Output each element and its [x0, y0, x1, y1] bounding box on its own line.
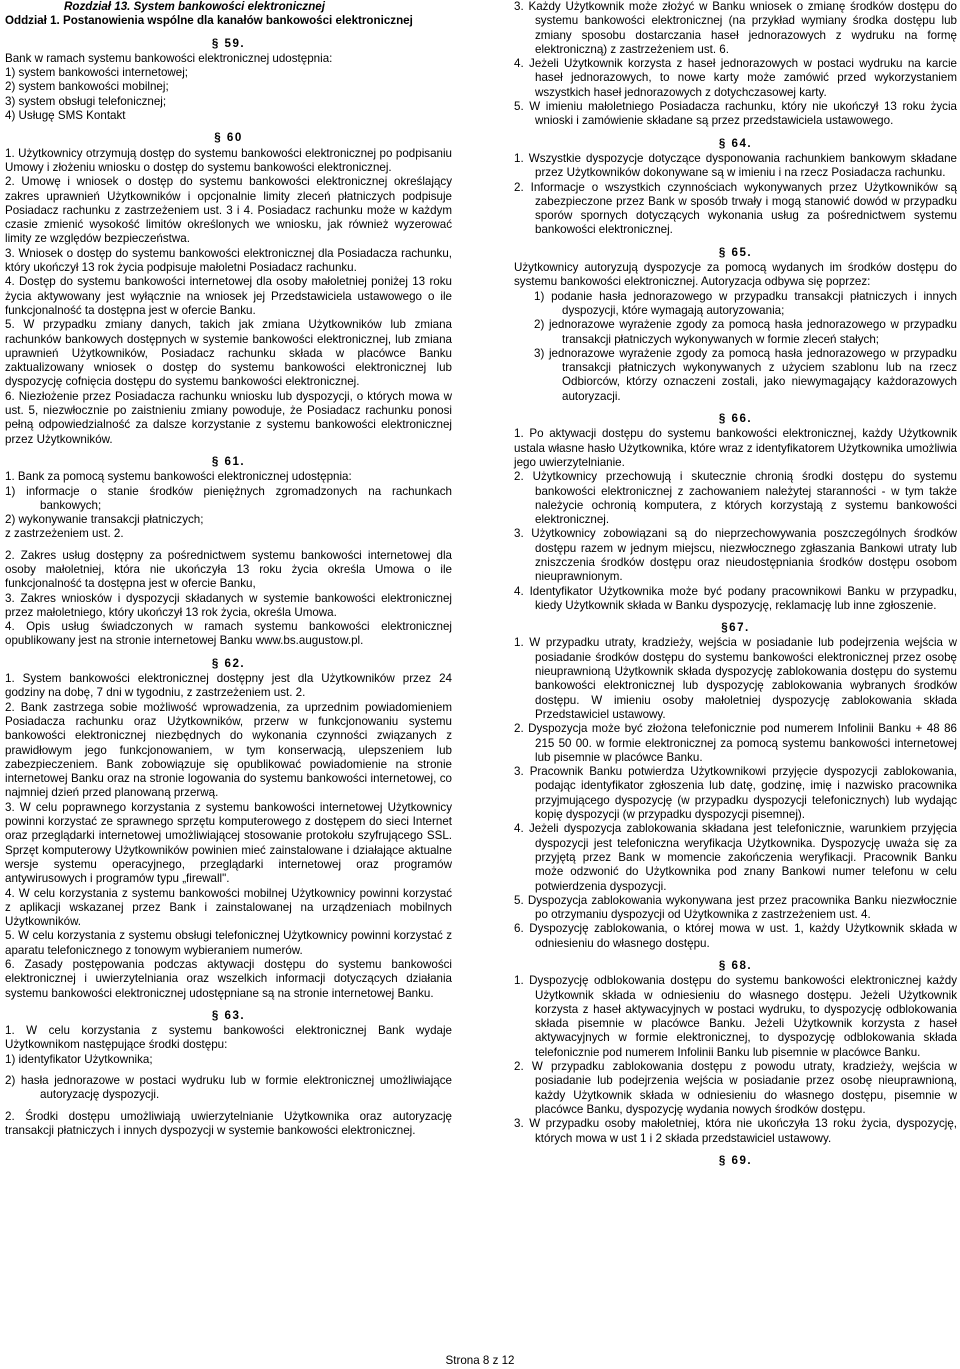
paragraph-number: § 63.: [211, 1008, 246, 1022]
clause-text: 4. Opis usług świadczonych w ramach systemu bankowości elektronicznej opublikowany jest na stronie internetowej Banku www.bs.augustow.pl.: [5, 620, 452, 648]
paragraph-number: § 62.: [211, 656, 246, 670]
clause-text: 1. Użytkownicy otrzymują dostęp do systemu bankowości elektronicznej po podpisaniu Umowy i złożeniu wniosku o dostęp do systemu bankowości elektronicznej.: [5, 146, 452, 174]
spacer: [5, 542, 452, 549]
clause-text: 3. Zakres wniosków i dyspozycji składanych w systemie bankowości elektronicznej przez małoletniego, który ukończył 13 rok życia, określa Umowa.: [5, 591, 452, 619]
list-item: 1) podanie hasła jednorazowego w przypadku transakcji płatniczych i innych dyspozycji, które wymagają autoryzowania;: [534, 289, 957, 317]
list-item: 1) informacje o stanie środków pieniężnych zgromadzonych na rachunkach bankowych;: [5, 484, 452, 512]
numbered-clause: 3. Każdy Użytkownik może złożyć w Banku wniosek o zmianę środków dostępu do systemu bankowości elektronicznej (na przykład wymiany środka dostępu lub zmiany sposobu dostarczania haseł jednorazowych z wydruku na formę elektroniczną) z zastrzeżeniem ust. 6.: [514, 0, 957, 56]
numbered-clause: 1. Dyspozycję odblokowania dostępu do systemu bankowości elektronicznej każdy Użytkownik składa w odniesieniu do własnego dostępu. Jeżeli Użytkownik korzysta z haseł aktywacyjnych w postaci wydruku, to dyspozycję odblokowania składa pisemnie w placówce Banku. Jeżeli Użytkownik korzysta z haseł aktywacyjnych w formie elektronicznej, to dyspozycję odblokowania składa telefonicznie pod numerem Infolinii Banku lub pisemnie w placówce Banku.: [514, 974, 957, 1059]
clause-text: 4. Dostęp do systemu bankowości internetowej dla osoby małoletniej poniżej 13 roku życia aktywowany jest wyłącznie na wniosek jej Przedstawiciela ustawowego o ile funkcjonalność ta dostępna jest w ofercie Banku.: [5, 275, 452, 317]
spacer: [5, 1067, 452, 1074]
numbered-clause: 1. W przypadku utraty, kradzieży, wejścia w posiadanie lub podejrzenia wejścia w posiadanie środków dostępu do systemu bankowości elektronicznej przez osobę nieuprawnioną Użytkownik składa dyspozycję zablokowania dostępu do systemu bankowości elektronicznej lub dyspozycję zablokowania wybranych środków dostępu. W imieniu osoby małoletniej dyspozycję zablokowania składa Przedstawiciel ustawowy.: [514, 636, 957, 721]
clause-text: 6. Niezłożenie przez Posiadacza rachunku wniosku lub dyspozycji, o których mowa w ust. 5, niezwłocznie po zaistnieniu zmiany powoduje, że Posiadacz rachunku ponosi pełną odpowiedzialność za dalsze korzystanie z systemu bankowości elektronicznej przez Użytkowników.: [5, 389, 452, 446]
clause-text: 6. Zasady postępowania podczas aktywacji dostępu do systemu bankowości elektronicznej i uwierzytelniania oraz wszelkich informacji dotyczących działania systemu bankowości elektronicznej udostępniane są na stronie internetowej Banku.: [5, 958, 452, 1000]
numbered-clause: 1. Wszystkie dyspozycje dotyczące dysponowania rachunkiem bankowym składane przez Użytkowników dokonywane są w imieniu i na rzecz Posiadacza rachunku.: [514, 151, 957, 180]
numbered-clause: 2) system bankowości mobilnej;: [5, 80, 169, 94]
numbered-clause: 4. Jeżeli Użytkownik korzysta z haseł jednorazowych w postaci wydruku na karcie haseł jednorazowych, to nowe karty może zamówić przed wykorzystaniem wszystkich haseł jednorazowych z dotychczasowej karty.: [514, 57, 957, 99]
clause-text: 5. W przypadku zmiany danych, takich jak zmiana Użytkowników lub zmiana rachunków bankowych dostępnych w systemie bankowości elektronicznej, lub zmiana uprawnień Użytkowników, Posiadacz rachunku składa w placówce Banku zaktualizowany wniosek o dostęp do systemu bankowości elektronicznej lub dyspozycję cofnięcia dostępu do systemu bankowości elektronicznej.: [5, 318, 452, 389]
list-item: 1) identyfikator Użytkownika;: [5, 1052, 153, 1066]
paragraph-number: § 65.: [718, 245, 753, 259]
numbered-clause: 2. Informacje o wszystkich czynnościach wykonywanych przez Użytkowników są zabezpieczone przez Bank w sposób trwały i mogą stanowić dowód w przypadku sporów spornych dotyczących wykonania usług za pośrednictwem systemu bankowości elektronicznej.: [514, 180, 957, 237]
numbered-clause: 3. W przypadku osoby małoletniej, która nie ukończyła 13 roku życia, dyspozycję, których mowa w ust 1 i 2 składa przedstawiciel ustawowy.: [514, 1117, 957, 1145]
numbered-clause: 4) Usługę SMS Kontakt: [5, 109, 126, 123]
paragraph-number: §67.: [721, 621, 750, 635]
paragraph-number: § 66.: [718, 412, 753, 426]
paragraph-number: § 59.: [211, 36, 246, 50]
clause-text: 1. System bankowości elektronicznej dostępny jest dla Użytkowników przez 24 godziny na dobę, 7 dni w tygodniu, z zastrzeżeniem ust. 2.: [5, 672, 452, 700]
clause-text: 2. Bank zastrzega sobie możliwość wprowadzenia, za uprzednim powiadomieniem Posiadacza rachunku oraz Użytkowników, przerw w funkcjonowaniu systemu bankowości elektronicznej niezbędnych do wykonania czynności związanych z prawidłowym jego funkcjonowaniem, w tym konserwacją, ulepszeniem lub zabezpieczeniem. Bank zobowiązuje się opublikować powiadomienie na stronie internetowej Banku oraz na stronie logowania do systemu bankowości internetowej, co najmniej dzień przed planowaną przerwą.: [5, 700, 452, 800]
spacer: [5, 1103, 452, 1110]
paragraph-number: § 64.: [718, 136, 753, 150]
numbered-clause: 1) system bankowości internetowej;: [5, 66, 189, 80]
clause-text: 2. Środki dostępu umożliwiają uwierzytelnianie Użytkownika oraz autoryzację transakcji płatniczych i innych dyspozycji w systemie bankowości elektronicznej.: [5, 1109, 452, 1137]
clause-text: Bank w ramach systemu bankowości elektronicznej udostępnia:: [5, 51, 333, 65]
page-footer: Strona 8 z 12: [445, 1354, 515, 1367]
numbered-clause: 2. W przypadku zablokowania dostępu z powodu utraty, kradzieży, wejścia w posiadanie lub podejrzenia wejścia w posiadanie przez osobę nieuprawnioną, każdy Użytkownik składa w odniesieniu do własnego dostępu, pisemnie w placówce Banku, dyspozycję wydania nowych środków dostępu.: [514, 1060, 957, 1116]
clause-text: Użytkownicy autoryzują dyspozycje za pomocą wydanych im środków dostępu do systemu bankowości elektronicznej. Autoryzacja odbywa się poprzez:: [514, 261, 957, 289]
right-column: [514, 0, 957, 1169]
left-column: [5, 0, 452, 1138]
numbered-clause: 5. Dyspozycja zablokowania wykonywana jest przez pracownika Banku niezwłocznie po otrzymaniu dyspozycji od Użytkownika z zastrzeżeniem ust. 4.: [514, 893, 957, 922]
section-heading: Oddział 1. Postanowienia wspólne dla kanałów bankowości elektronicznej: [5, 14, 413, 28]
clause-text: 4. W celu korzystania z systemu bankowości mobilnej Użytkownicy powinni korzystać z aplikacji wskazanej przez Bank i zainstalowanej na urządzeniach mobilnych Użytkowników.: [5, 886, 452, 929]
numbered-clause: 3. Pracownik Banku potwierdza Użytkownikowi przyjęcie dyspozycji zablokowania, podając identyfikator zgłoszenia lub datę, godzinę, imię i nazwisko pracownika przyjmującego dyspozycję (w przypadku dyspozycji telefonicznych) lub wydając kopię dyspozycji (w przypadku dyspozycji pisemnej).: [514, 765, 957, 822]
clause-text: 2. Zakres usług dostępny za pośrednictwem systemu bankowości internetowej dla osoby małoletniej, która nie ukończyła 13 roku życia określa Umowa o ile funkcjonalność ta dostępna jest w ofercie Banku,: [5, 548, 452, 591]
clause-text: 1. Bank za pomocą systemu bankowości elektronicznej udostępnia:: [5, 470, 352, 484]
clause-text: 5. W celu korzystania z systemu obsługi telefonicznej Użytkownicy powinni korzystać z aparatu telefonicznego z tonowym wybieraniem numerów.: [5, 929, 452, 957]
numbered-clause: 3) system obsługi telefonicznej;: [5, 94, 167, 108]
clause-text: z zastrzeżeniem ust. 2.: [5, 527, 124, 541]
numbered-clause: 3. Użytkownicy zobowiązani są do nieprzechowywania poszczególnych środków dostępu razem w jednym miejscu, niezwłocznego zgłaszania Bankowi utraty lub zniszczenia środków dostępu oraz nieudostępniania środków dostępu osobom nieuprawnionym.: [514, 527, 957, 584]
clause-text: 1. Po aktywacji dostępu do systemu bankowości elektronicznej, każdy Użytkownik ustala własne hasło Użytkownika, które wraz z identyfikatorem Użytkownika umożliwia jego uwierzytelnianie.: [514, 427, 957, 469]
chapter-heading: Rozdział 13. System bankowości elektronicznej: [64, 0, 325, 13]
list-item: 2) hasła jednorazowe w postaci wydruku lub w formie elektronicznej umożliwiające autoryzację dyspozycji.: [5, 1074, 452, 1102]
paragraph-number: § 60: [214, 131, 243, 145]
numbered-clause: 4. Identyfikator Użytkownika może być podany pracownikowi Banku w przypadku, kiedy Użytkownik składa w Banku dyspozycję, reklamację lub inne zgłoszenie.: [514, 584, 957, 612]
paragraph-number: § 61.: [211, 454, 246, 468]
clause-text: 1. W celu korzystania z systemu bankowości elektronicznej Bank wydaje Użytkownikom następujące środki dostępu:: [5, 1024, 452, 1052]
numbered-clause: 4. Jeżeli dyspozycja zablokowania składana jest telefonicznie, warunkiem przyjęcia dyspozycji jest telefoniczna weryfikacja Użytkownika. Dyspozycję uważa się za przyjętą przez Bank w momencie zakończenia weryfikacji. Pracownik Banku może odzwonić do Użytkownika pod znany Bankowi numer telefonu w celu potwierdzenia dyspozycji.: [514, 822, 957, 893]
numbered-clause: 2. Użytkownicy przechowują i skutecznie chronią środki dostępu do systemu bankowości elektronicznej z zachowaniem należytej staranności - w tym także należycie ochronią komputera, z których korzystają z systemu bankowości elektronicznej.: [514, 470, 957, 527]
clause-text: 2. Umowę i wniosek o dostęp do systemu bankowości elektronicznej określający zakres uprawnień Użytkowników i opcjonalnie limity zleceń płatniczych podpisuje Posiadacz rachunku z zastrzeżeniem ust. 3 i 4. Posiadacz rachunku może w każdym czasie zmienić wysokość limitów określonych we wniosku, jak również wyzerować limity ze względów bezpieczeństwa.: [5, 175, 452, 246]
numbered-clause: 2. Dyspozycja może być złożona telefonicznie pod numerem Infolinii Banku + 48 86 215 50 00. w formie elektronicznej za pomocą systemu bankowości internetowej lub pisemnie w placówce Banku.: [514, 722, 957, 764]
paragraph-number: § 69.: [718, 1153, 753, 1167]
list-item: 2) wykonywanie transakcji płatniczych;: [5, 513, 204, 527]
list-item: 2) jednorazowe wyrażenie zgody za pomocą hasła jednorazowego w przypadku transakcji płatniczych wykonywanych w formie zleceń stałych;: [534, 318, 957, 346]
list-item: 3) jednorazowe wyrażenie zgody za pomocą hasła jednorazowego w przypadku transakcji płatniczych wykonywanych z użyciem szablonu lub na rzecz Odbiorców, którzy oznaczeni zostali, jako niewymagający każdorazowych autoryzacji.: [534, 346, 957, 403]
numbered-clause: 6. Dyspozycję zablokowania, o której mowa w ust. 1, każdy Użytkownik składa w odniesieniu do własnego dostępu.: [514, 922, 957, 950]
paragraph-number: § 68.: [718, 959, 753, 972]
clause-text: 3. Wniosek o dostęp do systemu bankowości elektronicznej dla Posiadacza rachunku, który ukończył 13 rok życia podpisuje małoletni Posiadacz rachunku.: [5, 246, 452, 275]
clause-text: 3. W celu poprawnego korzystania z systemu bankowości internetowej Użytkownicy powinni korzystać ze sprawnego sprzętu komputerowego z dostępem do sieci Internet oraz przeglądarki internetowej umożliwiającej stosowanie protokołu szyfrującego SSL. Sprzęt komputerowy Użytkowników powinien mieć zainstalowane i działające aktualne wersje systemu operacyjnego, przeglądarki internetowej oraz programów antywirusowych i programów typu „firewall".: [5, 800, 452, 886]
numbered-clause: 5. W imieniu małoletniego Posiadacza rachunku, który nie ukończył 13 roku życia wnioski i zamówienie składane są przez przedstawiciela ustawowego.: [514, 100, 957, 128]
